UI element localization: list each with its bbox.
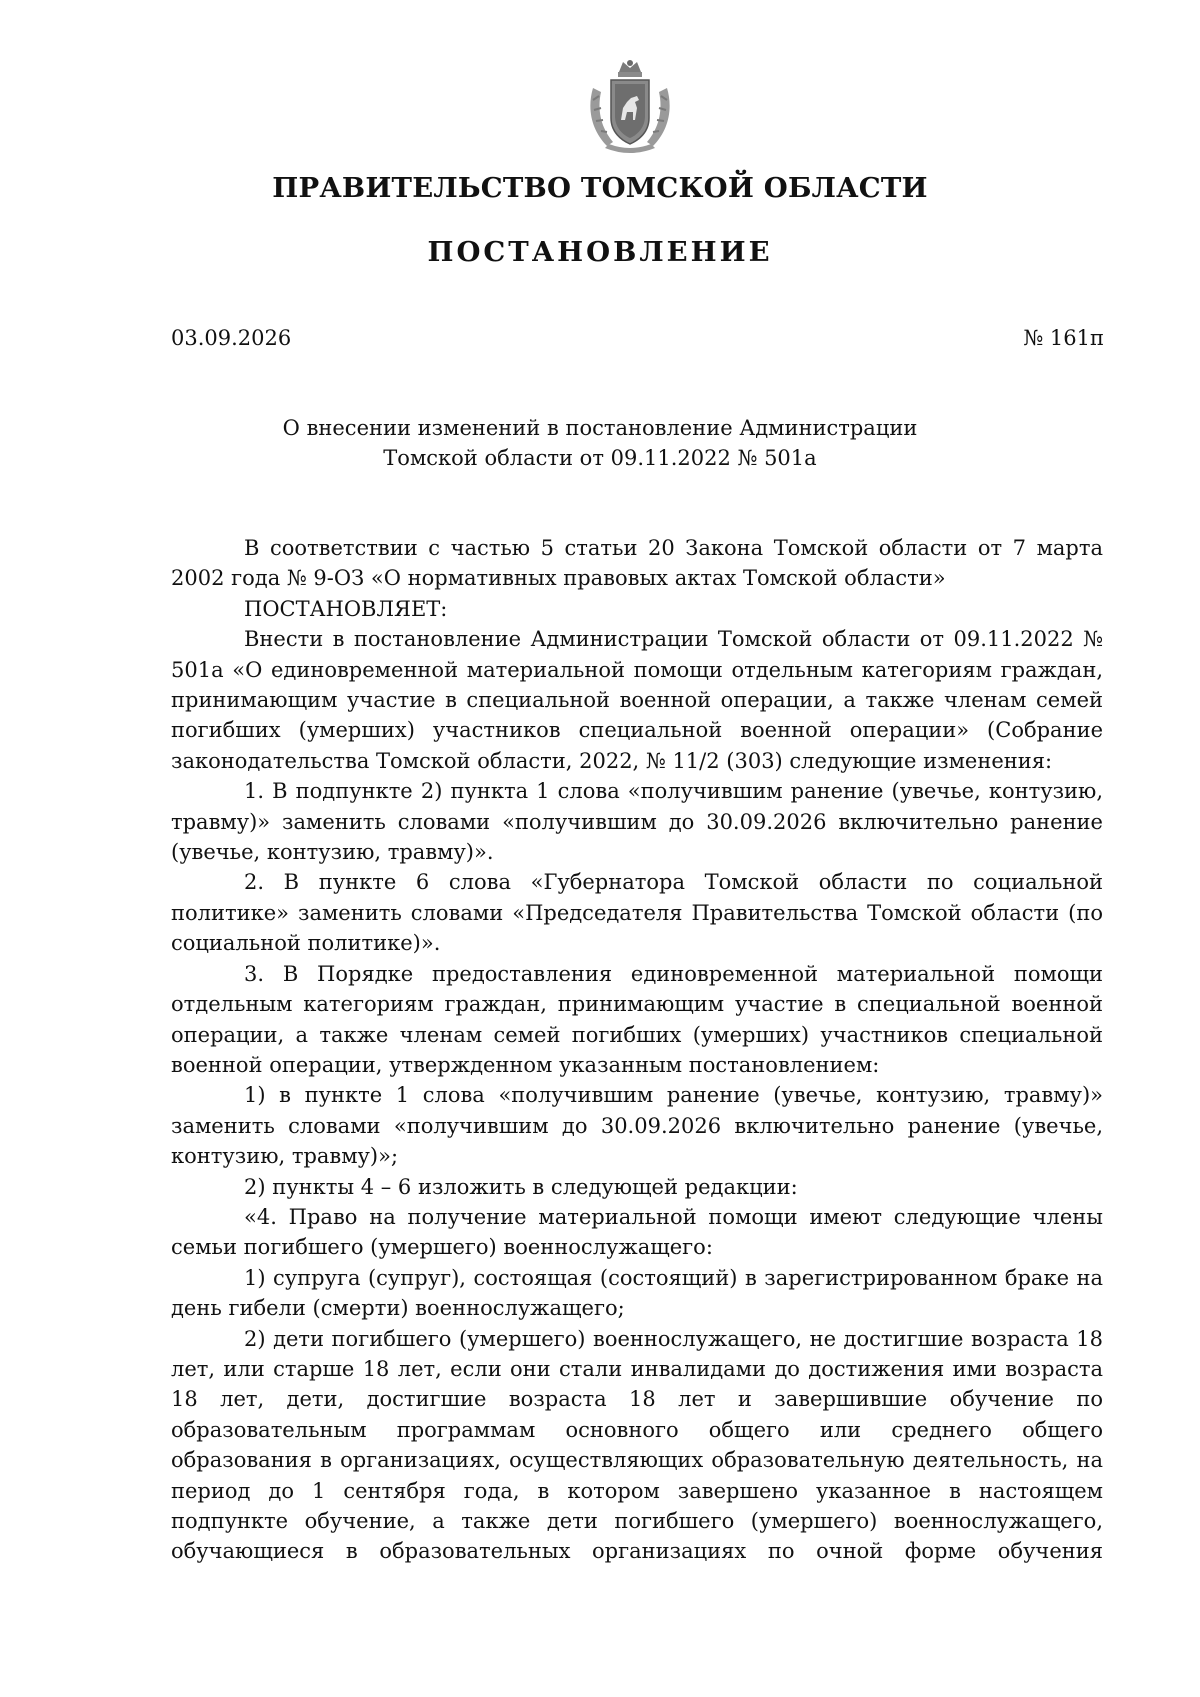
body-paragraph: 2. В пункте 6 слова «Губернатора Томской области по социальной политике» заменить словами «Председателя Правительства Томской области (по социальной политике)». bbox=[171, 870, 1103, 956]
coat-of-arms-icon bbox=[585, 58, 675, 158]
body-paragraph: 1. В подпункте 2) пункта 1 слова «получившим ранение (увечье, контузию, травму)» заменить словами «получившим до 30.09.2026 включительно ранение (увечье, контузию, травму)». bbox=[171, 779, 1103, 865]
document-type: ПОСТАНОВЛЕНИЕ bbox=[427, 236, 773, 268]
body-paragraph: «4. Право на получение материальной помощи имеют следующие члены семьи погибшего (умершего) военнослужащего: bbox=[171, 1204, 1103, 1260]
subject-line-2: Томской области от 09.11.2022 № 501а bbox=[383, 446, 817, 470]
body-paragraph: 1) в пункте 1 слова «получившим ранение (увечье, контузию, травму)» заменить словами «получившим до 30.09.2026 включительно ранение (увечье, контузию, травму)»; bbox=[171, 1083, 1103, 1169]
body-paragraph: 3. В Порядке предоставления единовременной материальной помощи отдельным категориям граждан, принимающим участие в специальной военной операции, а также членам семей погибших (умерших) участников специальной военной операции, утвержденном указанным постановлением: bbox=[171, 961, 1103, 1077]
document-body bbox=[171, 533, 1103, 1567]
body-paragraph: В соответствии с частью 5 статьи 20 Закона Томской области от 7 марта 2002 года № 9-ОЗ «О нормативных правовых актах Томской области» bbox=[171, 536, 1103, 591]
body-paragraph: ПОСТАНОВЛЯЕТ: bbox=[244, 596, 448, 621]
government-name: ПРАВИТЕЛЬСТВО ТОМСКОЙ ОБЛАСТИ bbox=[272, 172, 928, 204]
body-paragraph: 2) пункты 4 – 6 изложить в следующей редакции: bbox=[244, 1174, 798, 1199]
body-paragraph: 1) супруга (супруг), состоящая (состоящий) в зарегистрированном браке на день гибели (смерти) военнослужащего; bbox=[171, 1265, 1103, 1321]
body-paragraph: 2) дети погибшего (умершего) военнослужащего, не достигшие возраста 18 лет, или старше 18 лет, если они стали инвалидами до достижения ими возраста 18 лет, дети, достигшие возраста 18 лет и завершившие обучение по образовательным программам основного общего или среднего общего образования в организациях, осуществляющих образовательную деятельность, на период до 1 сентября года, в котором завершено указанное в настоящем подпункте обучение, а также дети погибшего (умершего) военнослужащего, обучающиеся в образовательных организациях по очной форме обучения bbox=[171, 1326, 1103, 1564]
document-subject bbox=[0, 413, 1200, 473]
document-date: 03.09.2026 bbox=[171, 326, 292, 350]
subject-line-1: О внесении изменений в постановление Администрации bbox=[282, 416, 918, 440]
body-paragraph: Внести в постановление Администрации Томской области от 09.11.2022 № 501а «О единовременной материальной помощи отдельным категориям граждан, принимающим участие в специальной военной операции, а также членам семей погибших (умерших) участников специальной военной операции» (Собрание законодательства Томской области, 2022, № 11/2 (303) следующие изменения: bbox=[171, 627, 1103, 773]
document-number: № 161п bbox=[1023, 326, 1104, 350]
